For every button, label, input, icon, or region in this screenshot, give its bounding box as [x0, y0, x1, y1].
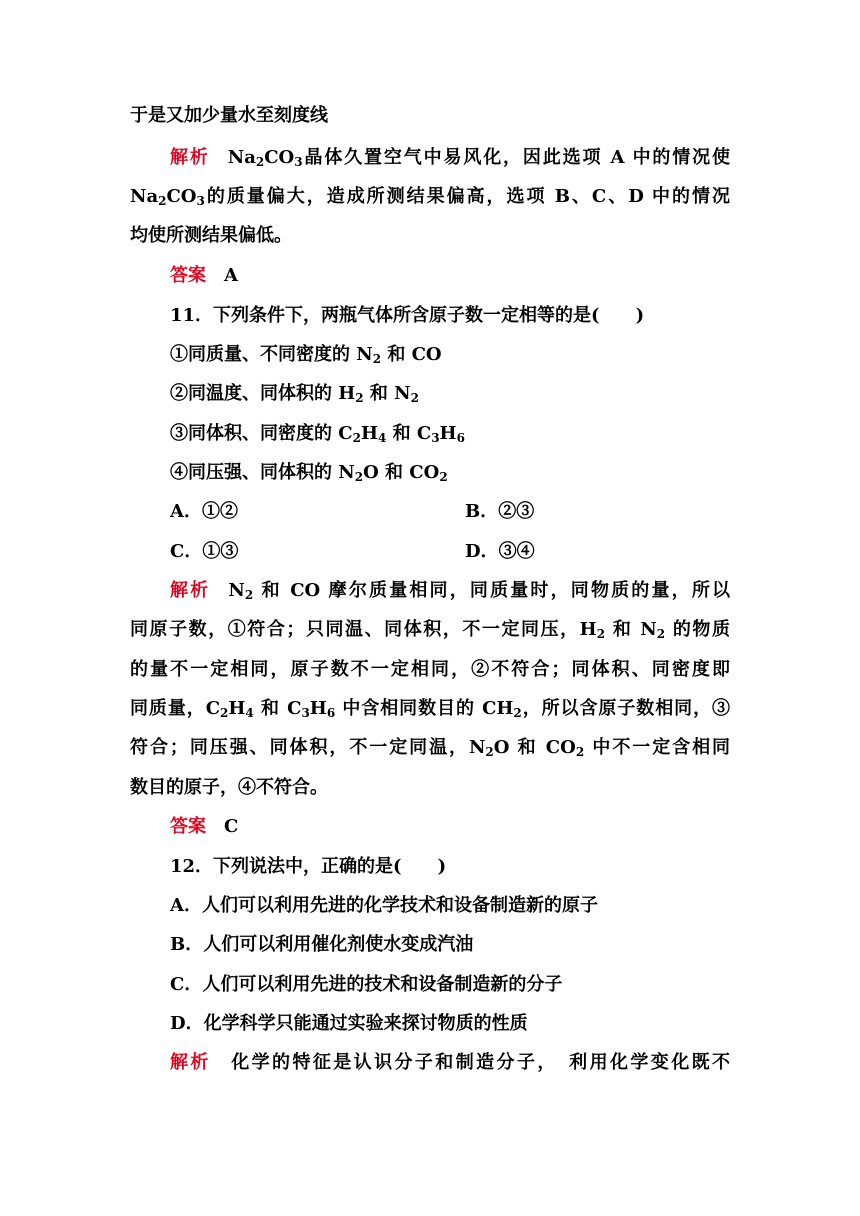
- q11-analysis-line: 数目的原子，④不符合。: [130, 777, 328, 798]
- q12-option-a: A．人们可以利用先进的化学技术和设备制造新的原子: [170, 895, 598, 916]
- analysis-label: 解析: [170, 147, 210, 168]
- q11-item: ②同温度、同体积的 $H_2$ 和 $N_2$: [170, 383, 419, 405]
- q11-option-d: D．③④: [465, 541, 535, 562]
- q11-analysis-line: 解析 $N_2$ 和 CO 摩尔质量相同，同质量时，同物质的量，所以: [170, 580, 731, 602]
- q12-stem: 12．下列说法中，正确的是( ): [170, 856, 447, 877]
- answer-label: 答案: [170, 816, 206, 837]
- q11-analysis-line: 符合；同压强、同体积，不一定同温，$N_2O$ 和 $CO_2$ 中不一定含相同: [130, 737, 731, 759]
- q11-option-row: [170, 500, 238, 524]
- q11-option-b: B．②③: [465, 501, 535, 522]
- q11-item: ④同压强、同体积的 $N_2O$ 和 $CO_2$: [170, 462, 448, 484]
- q11-item: ①同质量、不同密度的 $N_2$ 和 CO: [170, 344, 442, 366]
- q11-option-row: [465, 540, 725, 564]
- q11-answer: [170, 815, 730, 839]
- answer-label: 答案: [170, 265, 206, 286]
- q11-item: ③同体积、同密度的 $C_2H_4$ 和 $C_3H_6$: [170, 423, 465, 445]
- q11-option-row: [465, 500, 725, 524]
- q12-analysis-line: 解析 化学的特征是认识分子和制造分子， 利用化学变化既不: [170, 1052, 731, 1073]
- answer-value: A: [224, 265, 238, 286]
- q12-option-b: B．人们可以利用催化剂使水变成汽油: [170, 934, 474, 955]
- q11-analysis-line: 同质量，$C_2H_4$ 和 $C_3H_6$ 中含相同数目的 $CH_2$，所以含原子数相同，③: [130, 698, 731, 720]
- q12-option-d: D．化学科学只能通过实验来探讨物质的性质: [170, 1013, 528, 1034]
- q11-analysis-line: 同原子数，①符合；只同温、同体积，不一定同压，$H_2$ 和 $N_2$ 的物质: [130, 619, 730, 641]
- q11-analysis-line: 的量不一定相同，原子数不一定相同，②不符合；同体积、同密度即: [130, 659, 730, 680]
- q10-analysis-line: 解析 $Na_2CO_3$晶体久置空气中易风化，因此选项 A 中的情况使: [170, 147, 731, 169]
- q11-option-a: A．①②: [170, 501, 238, 522]
- answer-value: C: [224, 816, 239, 837]
- q11-option-c: C．①③: [170, 541, 239, 562]
- q11-stem: 11．下列条件下，两瓶气体所含原子数一定相等的是( ): [170, 305, 645, 326]
- q10-answer: [170, 264, 730, 288]
- q10-analysis-line: 均使所测结果偏低。: [130, 225, 292, 246]
- analysis-label: 解析: [170, 580, 211, 601]
- q12-option-c: C．人们可以利用先进的技术和设备制造新的分子: [170, 974, 563, 995]
- prev-question-tail: 于是又加少量水至刻度线: [130, 105, 328, 126]
- analysis-label: 解析: [170, 1052, 211, 1073]
- q10-analysis-line: $Na_2CO_3$的质量偏大，造成所测结果偏高，选项 B、C、D 中的情况: [130, 186, 730, 208]
- q11-option-row: [170, 540, 239, 564]
